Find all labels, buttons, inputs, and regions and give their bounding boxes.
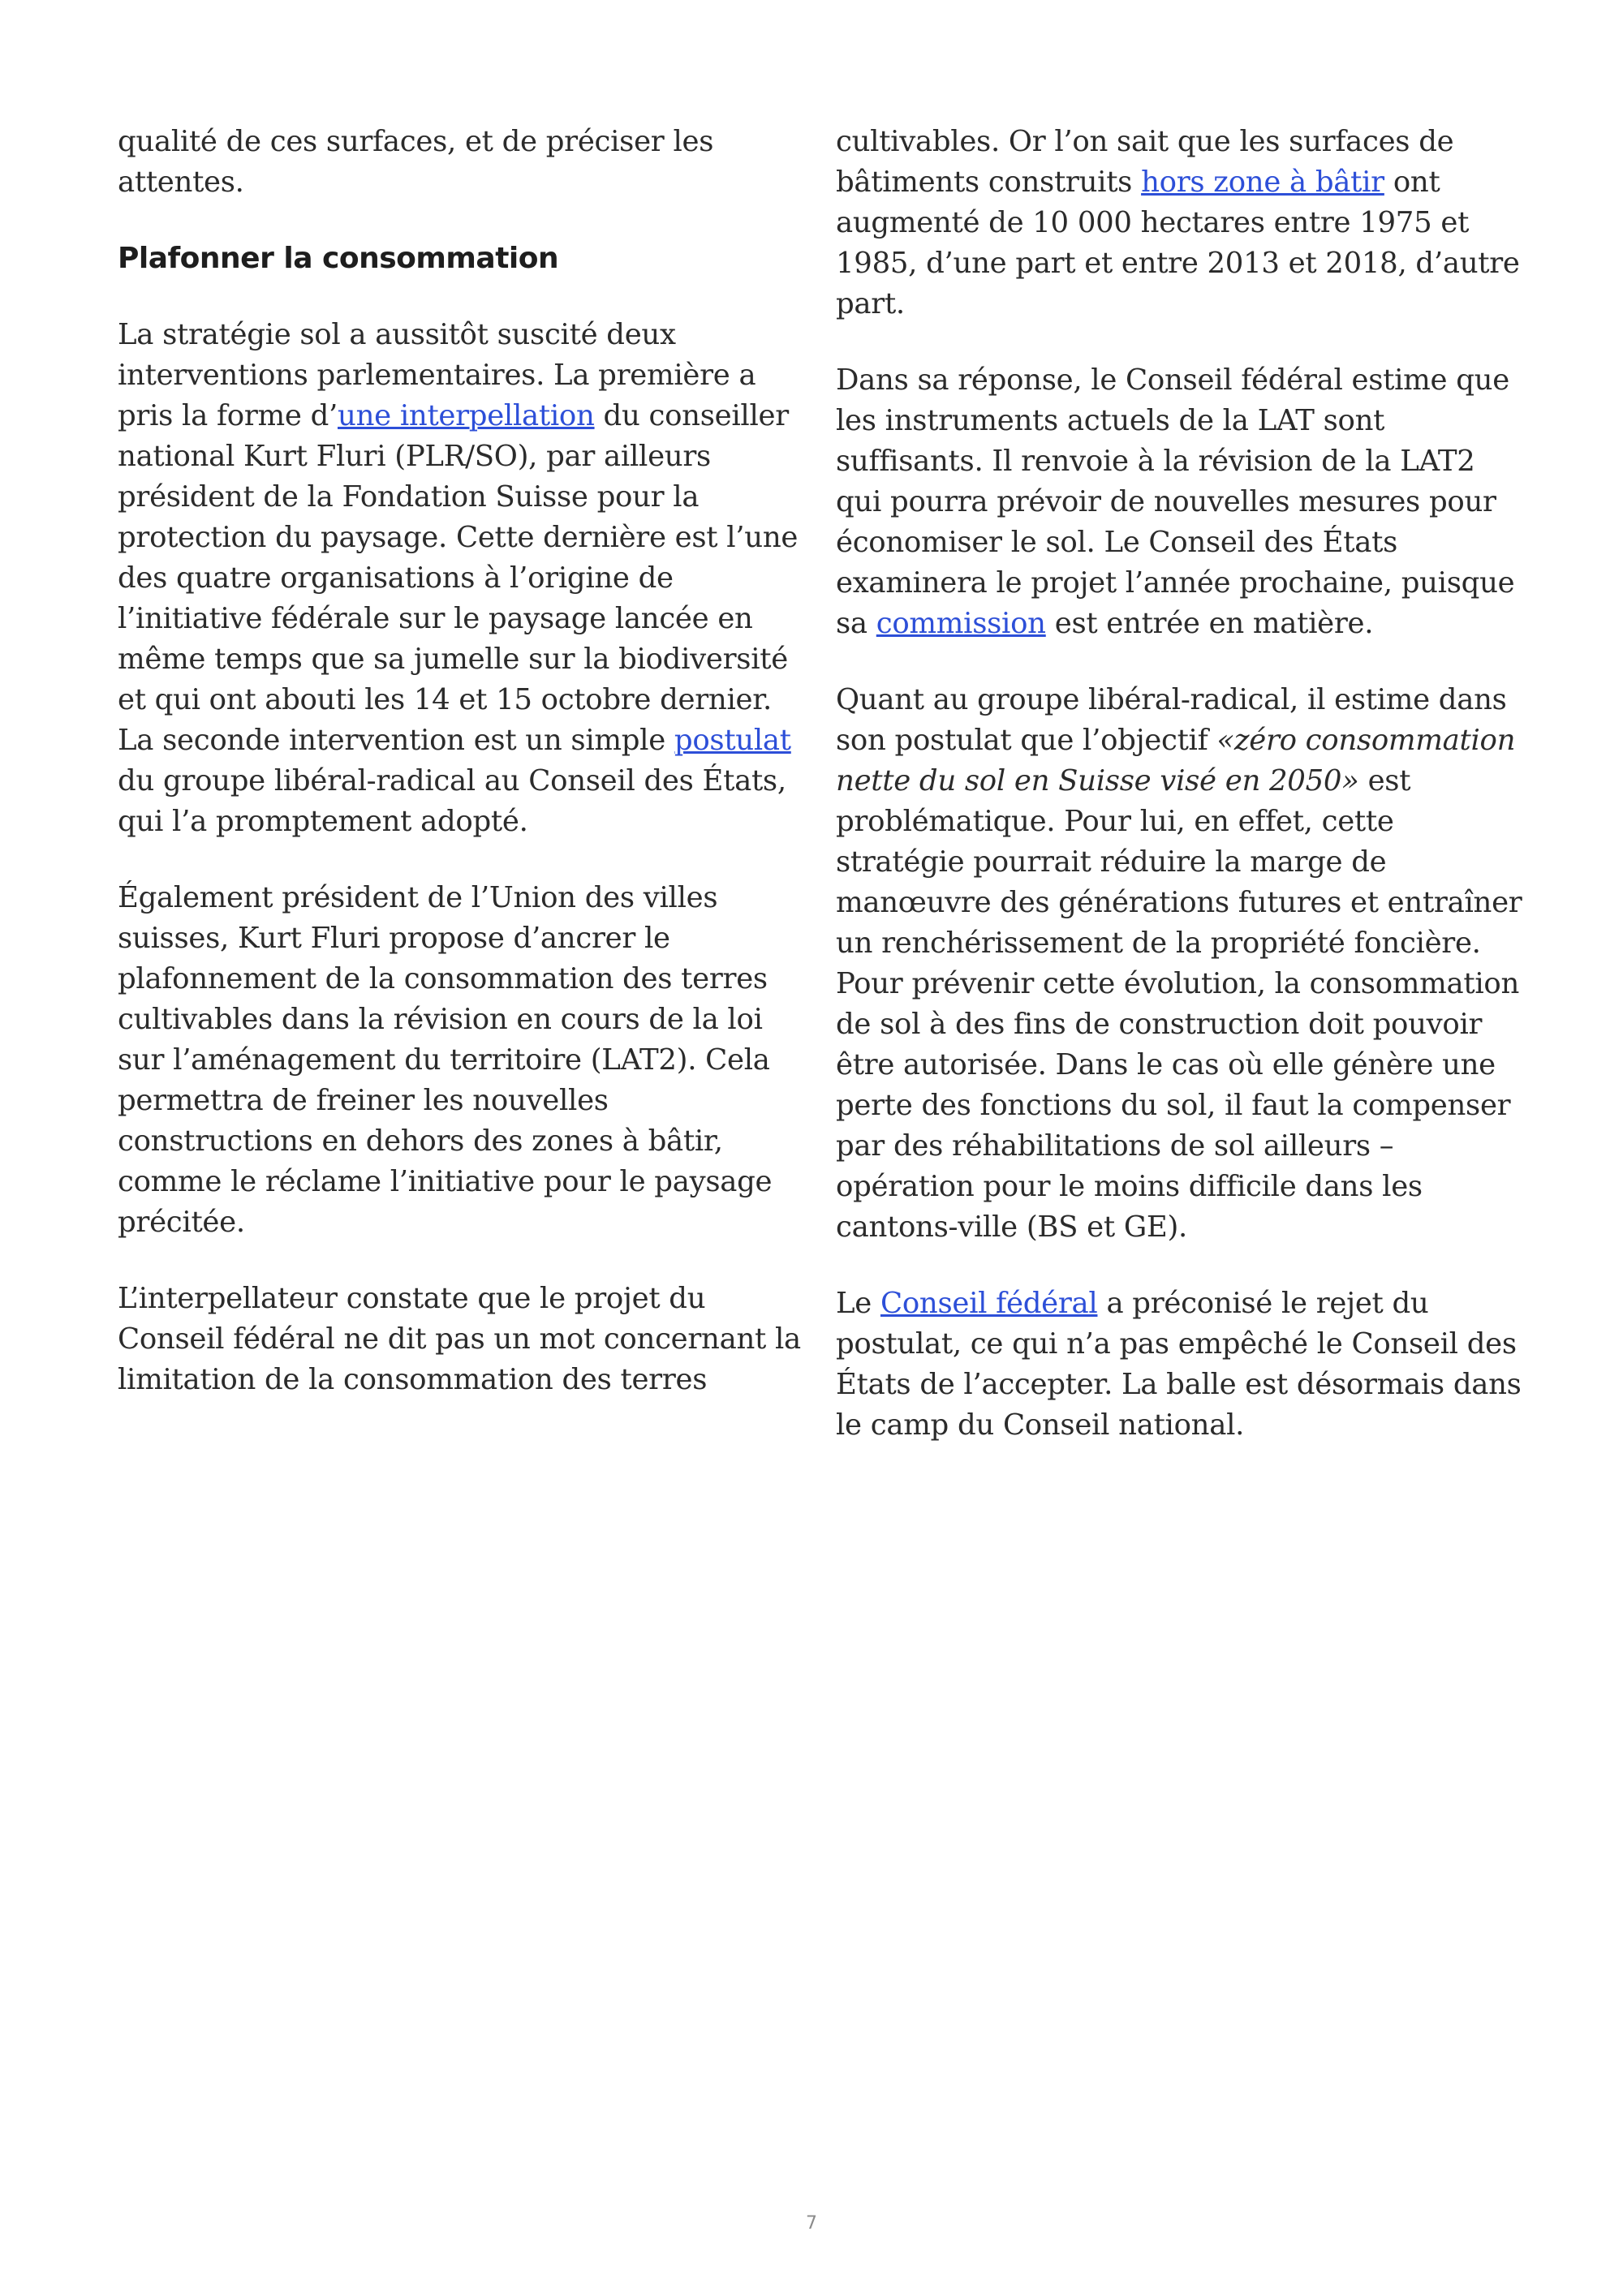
right-column: [836, 122, 1526, 1481]
paragraph-surfaces: [836, 122, 1526, 325]
interpellation-link[interactable]: une interpellation: [338, 399, 595, 432]
paragraph-text: cultivables. Or l’on sait que les surfaces de bâtiments construits: [836, 125, 1454, 199]
quote-text: «zéro consommation nette du sol en Suisse visé en 2050»: [836, 724, 1516, 798]
paragraph-interpellateur: [118, 1279, 807, 1400]
paragraph-text: du groupe libéral-radical au Conseil des États, qui l’a promptement adopté.: [118, 764, 786, 838]
paragraph-text: La stratégie sol a aussitôt suscité deux interventions parlementaires. La première a pris la forme d’: [118, 318, 756, 432]
postulat-link[interactable]: postulat: [674, 724, 791, 757]
commission-link[interactable]: commission: [876, 607, 1046, 640]
paragraph-text: est problématique. Pour lui, en effet, cette stratégie pourrait réduire la marge de manœuvre des générations futures et entraîner un renchérissement de la propriété foncière. Pour prévenir cette évolution, la consommation de sol à des fins de construction doit pouvoir être autorisée. Dans le cas où elle génère une perte des fonctions du sol, il faut la compenser par des réhabilitations de sol ailleurs – opération pour le moins difficile dans les cantons-ville (BS et GE).: [836, 764, 1522, 1244]
paragraph-groupe-liberal: [836, 680, 1526, 1248]
paragraph-reponse: [836, 360, 1526, 644]
paragraph-text: est entrée en matière.: [1045, 607, 1374, 640]
paragraph-conclusion: [836, 1283, 1526, 1446]
paragraph-text: Quant au groupe libéral-radical, il estime dans son postulat que l’objectif: [836, 683, 1507, 757]
paragraph-text: L’interpellateur constate que le projet du Conseil fédéral ne dit pas un mot concernant la limitation de la consommation des terres: [118, 1282, 801, 1396]
paragraph-text: Le: [836, 1287, 880, 1320]
conseil-federal-link[interactable]: Conseil fédéral: [880, 1287, 1098, 1320]
paragraph-text: ont augmenté de 10 000 hectares entre 1975 et 1985, d’une part et entre 2013 et 2018, d’autre part.: [836, 166, 1520, 320]
paragraph-text: qualité de ces surfaces, et de préciser les attentes.: [118, 125, 714, 199]
paragraph-continuation: [118, 122, 807, 203]
paragraph-text: du conseiller national Kurt Fluri (PLR/SO), par ailleurs président de la Fondation Suisse pour la protection du paysage. Cette dernière est l’une des quatre organisations à l’origine de l’initiative fédérale sur le paysage lancée en même temps que sa jumelle sur la biodiversité et qui ont abouti les 14 et 15 octobre dernier. La seconde intervention est un simple: [118, 399, 799, 757]
paragraph-text: a préconisé le rejet du postulat, ce qui n’a pas empêché le Conseil des États de l’accepter. La balle est désormais dans le camp du Conseil national.: [836, 1287, 1522, 1442]
page-number: 7: [806, 2213, 817, 2234]
paragraph-interventions: [118, 315, 807, 842]
section-heading: Plafonner la consommation: [118, 242, 559, 275]
paragraph-text: Également président de l’Union des villes suisses, Kurt Fluri propose d’ancrer le plafonnement de la consommation des terres cultivables dans la révision en cours de la loi sur l’aménagement du territoire (LAT2). Cela permettra de freiner les nouvelles constructions en dehors des zones à bâtir, comme le réclame l’initiative pour le paysage précitée.: [118, 881, 773, 1239]
left-column: [118, 122, 807, 1436]
paragraph-text: Dans sa réponse, le Conseil fédéral estime que les instruments actuels de la LAT sont suffisants. Il renvoie à la révision de la LAT2 qui pourra prévoir de nouvelles mesures pour économiser le sol. Le Conseil des États examinera le projet l’année prochaine, puisque sa: [836, 363, 1515, 640]
hors-zone-link[interactable]: hors zone à bâtir: [1141, 166, 1384, 199]
paragraph-fluri-proposal: [118, 878, 807, 1243]
